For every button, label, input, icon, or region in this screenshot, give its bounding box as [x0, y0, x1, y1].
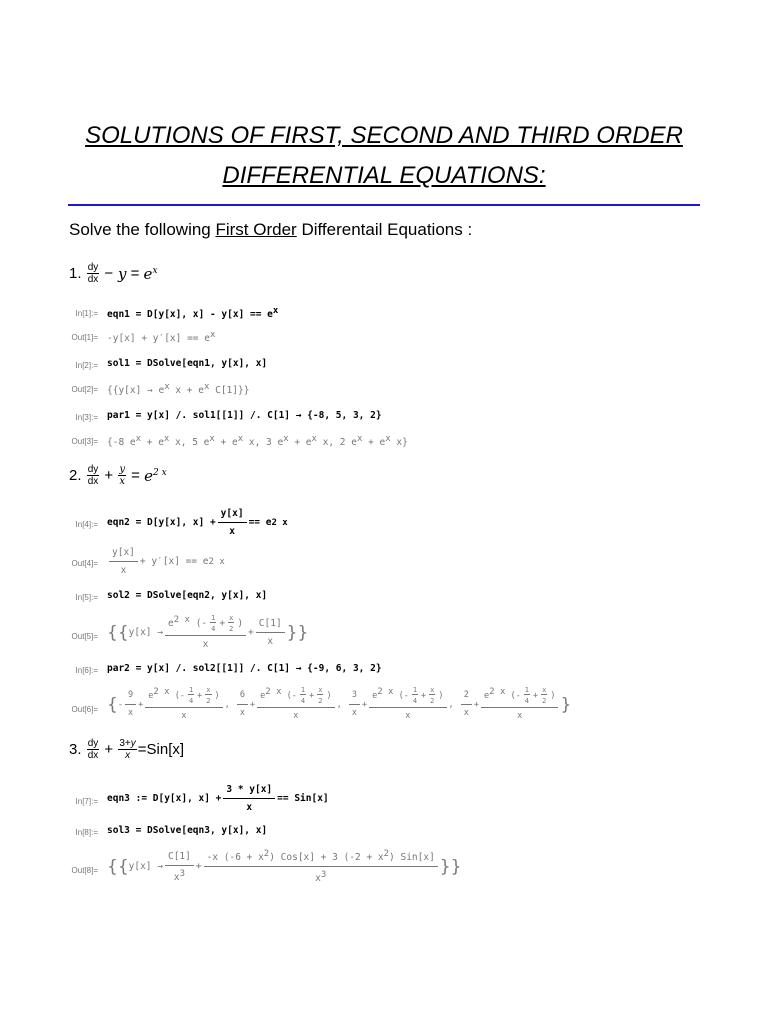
output-cell: $\frac{y[x]}{x}$ + y′[x] == e 2 x [107, 546, 225, 577]
input-cell[interactable]: eqn3 := D[y[x], x] + $\frac{3 * y[x]}{x}$ == Sin[x] [107, 784, 329, 813]
output-cell: {{ y[x] → $\frac{C[1]}{x^3}$ + $\frac{-x (-6 + x^2) Cos[x] + 3 (-2 + x^2) Sin[x]}{x^3}$ }} [107, 849, 462, 885]
input-cell[interactable]: sol3 = DSolve[eqn3, y[x], x] [107, 825, 268, 836]
input-cell[interactable]: par1 = y[x] /. sol1[[1]] /. C[1] → {-8, 5, 3, 2} [107, 410, 382, 421]
cell-label: In[2]:= [75, 361, 98, 370]
title-divider [68, 204, 700, 206]
input-cell[interactable]: sol2 = DSolve[eqn2, y[x], x] [107, 590, 268, 601]
output-cell: $-y[x] + y'[x] == e^x$ [107, 330, 216, 345]
input-cell[interactable]: sol1 = DSolve[eqn1, y[x], x] [107, 358, 268, 369]
intro-underlined: First Order [215, 220, 297, 239]
cell-label: Out[4]= [71, 559, 98, 568]
cell-label: In[1]:= [75, 309, 98, 318]
output-cell: {{$y[x] \to e^x$ $x + e^x$ C[1]}} [107, 382, 250, 397]
cell-label: In[3]:= [75, 413, 98, 422]
cell-label: Out[1]= [71, 333, 98, 342]
output-cell: { - $\frac{9}{x}$ + $e^{2 x}$ (- $\frac{1}{4}$ + $\frac{x}{2}$ ) x , $\frac{6}{x}$ + $e^{2 x}$ (- $\frac{1}{4}$ + $\frac{x}{2}$ ) x , $\frac{3}{x}$ + $e^{2 x}$ (- $\frac{1}{4}$ + $\frac{x}{2}$ ) x , $\frac{2}{x}$ + $e^{2 x}$ (- $\frac{1}{4}$ + $\frac{x}{2}$ ) x } [107, 686, 572, 721]
cell-label: Out[8]= [71, 866, 98, 875]
output-cell: {-8 $e^x + e^x$ x, 5 $e^x + e^x$ x, 3 $e^x + e^x$ x, 2 $e^x + e^x$ x} [107, 434, 408, 449]
cell-label: In[7]:= [75, 797, 98, 806]
document-title-line-2: DIFFERENTIAL EQUATIONS: [222, 162, 546, 189]
cell-label: In[8]:= [75, 828, 98, 837]
cell-label: In[6]:= [75, 666, 98, 675]
cell-label: Out[2]= [71, 385, 98, 394]
problem-1: 1. $\frac{dy}{dx}$ − y = $e^x$ [69, 262, 158, 285]
cell-label: In[5]:= [75, 593, 98, 602]
document-title-line-1: SOLUTIONS OF FIRST, SECOND AND THIRD ORDER [85, 122, 683, 149]
input-cell[interactable]: par2 = y[x] /. sol2[[1]] /. C[1] → {-9, 6, 3, 2} [107, 663, 382, 674]
cell-label: In[4]:= [75, 520, 98, 529]
output-cell: {{ y[x] → $e^{2 x}$ (- $\frac{1}{4}$ + $\frac{x}{2}$ ) x + $\frac{C[1]}{x}$ }} [107, 614, 309, 651]
input-cell[interactable]: eqn1 = D[y[x], $x] - y[x] == e^x$ [107, 306, 279, 321]
cell-label: Out[3]= [71, 437, 98, 446]
input-cell[interactable]: eqn2 = D[y[x], x] + $\frac{y[x]}{x}$ == e 2 x [107, 508, 288, 537]
cell-label: Out[6]= [71, 705, 98, 714]
cell-label: Out[5]= [71, 632, 98, 641]
problem-2: 2. $\frac{dy}{dx}$ + $\frac{y}{x}$ = $e^{2 x}$ [69, 464, 167, 487]
intro-text: Solve the following First Order Differentail Equations : [69, 220, 473, 239]
problem-3: 3. $\frac{dy}{dx}$ + $\frac{3+y}{x}$ =Sin[x] [69, 738, 185, 761]
